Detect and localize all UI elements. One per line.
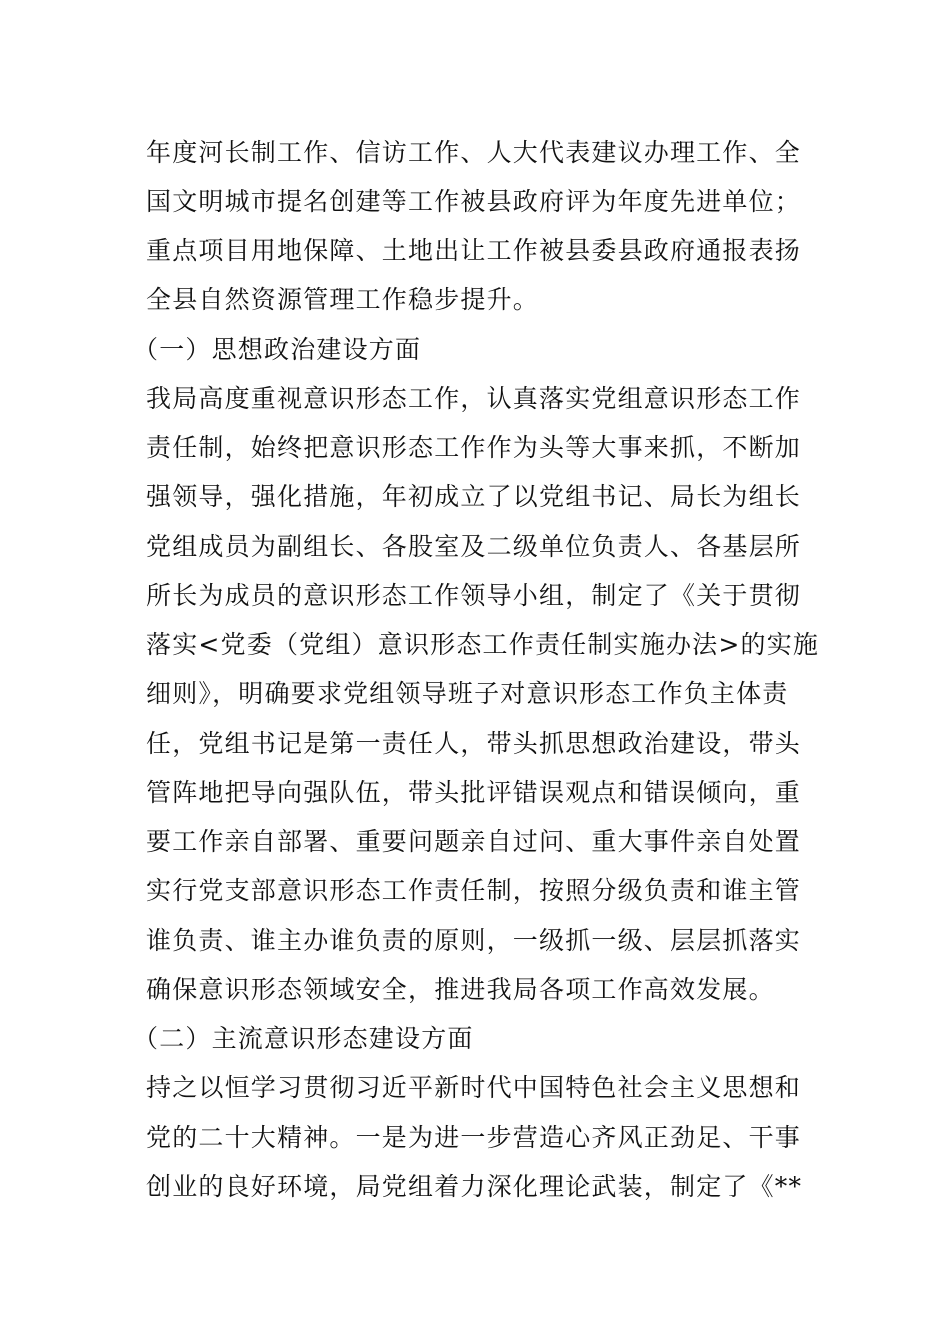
paragraph-line: 年度河长制工作、信访工作、人大代表建议办理工作、全	[146, 138, 802, 167]
section-heading-2: （二）主流意识形态建设方面	[133, 1024, 474, 1053]
paragraph-line: 强领导，强化措施，年初成立了以党组书记、局长为组长	[146, 482, 802, 511]
paragraph-line: 管阵地把导向强队伍，带头批评错误观点和错误倾向，重	[146, 778, 802, 807]
paragraph-line: 要工作亲自部署、重要问题亲自过问、重大事件亲自处置	[146, 827, 802, 856]
paragraph-line: 所长为成员的意识形态工作领导小组，制定了《关于贯彻	[146, 581, 802, 610]
paragraph-line: 任，党组书记是第一责任人，带头抓思想政治建设，带头	[146, 729, 802, 758]
paragraph-line: 实行党支部意识形态工作责任制，按照分级负责和谁主管	[146, 876, 802, 905]
paragraph-line: 党组成员为副组长、各股室及二级单位负责人、各基层所	[146, 532, 802, 561]
paragraph-line: 责任制，始终把意识形态工作作为头等大事来抓，不断加	[146, 433, 802, 462]
paragraph-line: 持之以恒学习贯彻习近平新时代中国特色社会主义思想和	[146, 1073, 802, 1102]
paragraph-line: 党的二十大精神。一是为进一步营造心齐风正劲足、干事	[146, 1123, 802, 1152]
paragraph-line: 谁负责、谁主办谁负责的原则，一级抓一级、层层抓落实	[146, 926, 802, 955]
paragraph-line: 国文明城市提名创建等工作被县政府评为年度先进单位；	[146, 187, 802, 216]
paragraph-line: 我局高度重视意识形态工作，认真落实党组意识形态工作	[146, 384, 802, 413]
paragraph-line: 创业的良好环境，局党组着力深化理论武装，制定了《**	[146, 1172, 803, 1201]
paragraph-line: 重点项目用地保障、土地出让工作被县委县政府通报表扬	[146, 236, 802, 265]
paragraph-line: 细则》，明确要求党组领导班子对意识形态工作负主体责	[146, 679, 789, 708]
paragraph-line: 落实<党委（党组）意识形态工作责任制实施办法>的实施	[146, 630, 820, 659]
paragraph-line: 确保意识形态领域安全，推进我局各项工作高效发展。	[146, 975, 775, 1004]
paragraph-line: 全县自然资源管理工作稳步提升。	[146, 285, 540, 314]
section-heading-1: （一）思想政治建设方面	[133, 335, 422, 364]
